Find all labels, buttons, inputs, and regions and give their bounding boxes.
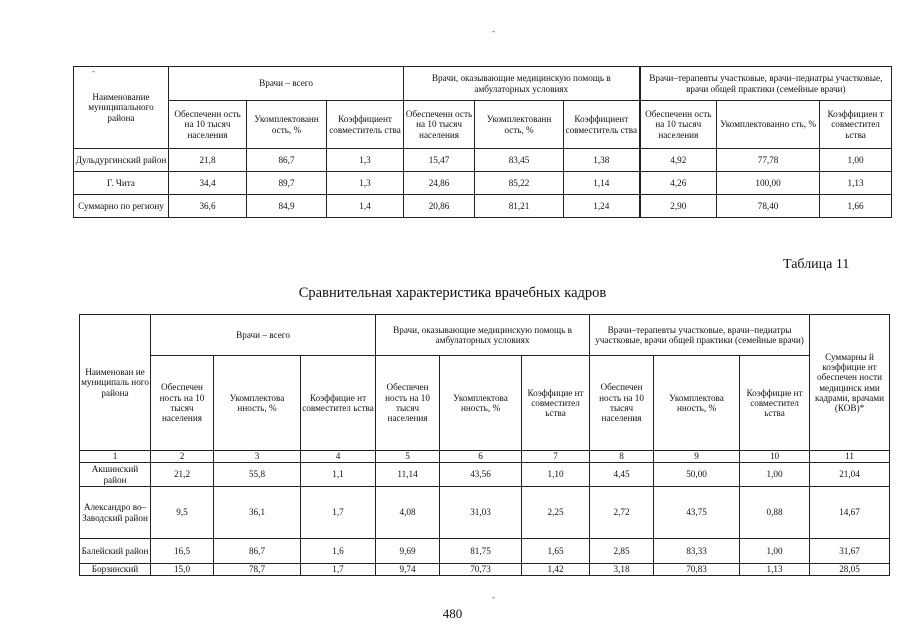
- row-name: Александро во– Заводский район: [80, 487, 151, 539]
- subheader: Обеспеченн ость на 10 тысяч населения: [404, 101, 475, 149]
- cell: 86,7: [214, 539, 301, 564]
- scan-mark: -: [92, 66, 95, 76]
- section-title: Сравнительная характеристика врачебных кадров: [298, 285, 607, 301]
- cell: 4,26: [640, 172, 717, 195]
- cell: 31,03: [440, 487, 522, 539]
- cell: 83,45: [475, 149, 564, 172]
- cell: 28,05: [810, 564, 890, 576]
- table-doctors-summary: [73, 66, 892, 218]
- cell: 1,10: [522, 463, 590, 487]
- cell: 1,65: [522, 539, 590, 564]
- header-district: Наименование муниципального района: [74, 67, 169, 149]
- cell: 1,13: [740, 564, 810, 576]
- cell: 4,45: [590, 463, 654, 487]
- cell: 36,1: [214, 487, 301, 539]
- column-number: 1: [80, 451, 151, 463]
- cell: 1,6: [301, 539, 376, 564]
- header-gp: Врачи–терапевты участковые, врачи–педиатры участковые, врачи общей практики (семейные врачи): [640, 67, 892, 101]
- header-doctors-total: Врачи – всего: [169, 67, 404, 101]
- cell: 20,86: [404, 195, 475, 218]
- cell: 14,67: [810, 487, 890, 539]
- cell: 3,18: [590, 564, 654, 576]
- cell: 81,21: [475, 195, 564, 218]
- cell: 70,73: [440, 564, 522, 576]
- cell: 31,67: [810, 539, 890, 564]
- cell: 1,42: [522, 564, 590, 576]
- cell: 24,86: [404, 172, 475, 195]
- cell: 1,3: [327, 172, 404, 195]
- cell: 1,7: [301, 487, 376, 539]
- cell: 1,00: [820, 149, 892, 172]
- cell: 2,85: [590, 539, 654, 564]
- column-number: 11: [810, 451, 890, 463]
- cell: 2,72: [590, 487, 654, 539]
- header-district: Наименован ие муниципаль ного района: [80, 315, 151, 451]
- column-number: 7: [522, 451, 590, 463]
- cell: 16,5: [151, 539, 214, 564]
- subheader: Укомплектова нность, %: [654, 356, 740, 451]
- cell: 2,25: [522, 487, 590, 539]
- cell: 1,14: [564, 172, 640, 195]
- table-row: [80, 487, 890, 539]
- table-row: [80, 539, 890, 564]
- page-number: 480: [442, 606, 463, 621]
- column-number: 8: [590, 451, 654, 463]
- table-row: [74, 195, 892, 218]
- column-number: 6: [440, 451, 522, 463]
- cell: 86,7: [247, 149, 327, 172]
- cell: 0,88: [740, 487, 810, 539]
- cell: 85,22: [475, 172, 564, 195]
- cell: 84,9: [247, 195, 327, 218]
- row-name: Акшинский район: [80, 463, 151, 487]
- header-gp: Врачи–терапевты участковые, врачи–педиатры участковые, врачи общей практики (семейные врачи): [590, 315, 810, 356]
- subheader: Коэффицие нт совместител ьства: [301, 356, 376, 451]
- subheader: Коэффициент совместитель ства: [327, 101, 404, 149]
- cell: 1,1: [301, 463, 376, 487]
- table-doctors-comparison: [79, 314, 890, 576]
- cell: 1,24: [564, 195, 640, 218]
- cell: 81,75: [440, 539, 522, 564]
- subheader: Коэффицие нт совместител ьства: [740, 356, 810, 451]
- cell: 21,2: [151, 463, 214, 487]
- cell: 70,83: [654, 564, 740, 576]
- cell: 1,00: [740, 463, 810, 487]
- cell: 78,40: [717, 195, 820, 218]
- header-doctors-total: Врачи – всего: [151, 315, 376, 356]
- cell: 1,7: [301, 564, 376, 576]
- table-row: [80, 463, 890, 487]
- header-outpatient: Врачи, оказывающие медицинскую помощь в амбулаторных условиях: [404, 67, 640, 101]
- row-name: Суммарно по региону: [74, 195, 169, 218]
- scan-mark: -: [492, 592, 495, 602]
- column-number: 3: [214, 451, 301, 463]
- cell: 9,5: [151, 487, 214, 539]
- table-row: [74, 172, 892, 195]
- cell: 21,04: [810, 463, 890, 487]
- subheader: Обеспеченн ость на 10 тысяч населения: [169, 101, 247, 149]
- cell: 89,7: [247, 172, 327, 195]
- column-number: 4: [301, 451, 376, 463]
- row-name: Борзинский: [80, 564, 151, 576]
- subheader: Коэффицие нт совместител ьства: [522, 356, 590, 451]
- cell: 43,75: [654, 487, 740, 539]
- column-number: 5: [376, 451, 440, 463]
- table-row: [74, 149, 892, 172]
- subheader: Укомплектованн ость, %: [247, 101, 327, 149]
- column-number: 2: [151, 451, 214, 463]
- cell: 4,92: [640, 149, 717, 172]
- cell: 9,74: [376, 564, 440, 576]
- column-number: 10: [740, 451, 810, 463]
- subheader: Укомплектованно сть, %: [717, 101, 820, 149]
- cell: 43,56: [440, 463, 522, 487]
- row-name: Балейский район: [80, 539, 151, 564]
- cell: 15,47: [404, 149, 475, 172]
- subheader: Обеспечен ность на 10 тысяч населения: [376, 356, 440, 451]
- subheader: Обеспечен ность на 10 тысяч населения: [590, 356, 654, 451]
- cell: 55,8: [214, 463, 301, 487]
- cell: 36,6: [169, 195, 247, 218]
- cell: 50,00: [654, 463, 740, 487]
- cell: 83,33: [654, 539, 740, 564]
- cell: 1,66: [820, 195, 892, 218]
- cell: 1,13: [820, 172, 892, 195]
- subheader: Обеспеченн ость на 10 тысяч населения: [640, 101, 717, 149]
- cell: 9,69: [376, 539, 440, 564]
- subheader: Укомплектованн ость, %: [475, 101, 564, 149]
- subheader: Коэффициен т совместител ьства: [820, 101, 892, 149]
- cell: 78,7: [214, 564, 301, 576]
- cell: 4,08: [376, 487, 440, 539]
- subheader: Обеспечен ность на 10 тысяч населения: [151, 356, 214, 451]
- subheader: Укомплектова нность, %: [440, 356, 522, 451]
- row-name: Дульдургинский район: [74, 149, 169, 172]
- subheader: Коэффициент совместитель ства: [564, 101, 640, 149]
- cell: 1,3: [327, 149, 404, 172]
- cell: 15,0: [151, 564, 214, 576]
- cell: 21,8: [169, 149, 247, 172]
- cell: 1,38: [564, 149, 640, 172]
- cell: 100,00: [717, 172, 820, 195]
- cell: 1,4: [327, 195, 404, 218]
- cell: 2,90: [640, 195, 717, 218]
- scan-mark: -: [492, 26, 495, 36]
- table-row: [80, 564, 890, 576]
- row-name: Г. Чита: [74, 172, 169, 195]
- subheader: Укомплектова нность, %: [214, 356, 301, 451]
- cell: 11,14: [376, 463, 440, 487]
- column-number: 9: [654, 451, 740, 463]
- table-caption: Таблица 11: [783, 257, 850, 272]
- header-kov: Суммарны й коэффицие нт обеспечен ности медицинск ими кадрами, врачами (КОВ)*: [810, 315, 890, 451]
- cell: 77,78: [717, 149, 820, 172]
- column-numbers-row: [80, 451, 890, 463]
- cell: 1,00: [740, 539, 810, 564]
- cell: 34,4: [169, 172, 247, 195]
- header-outpatient: Врачи, оказывающие медицинскую помощь в амбулаторных условиях: [376, 315, 590, 356]
